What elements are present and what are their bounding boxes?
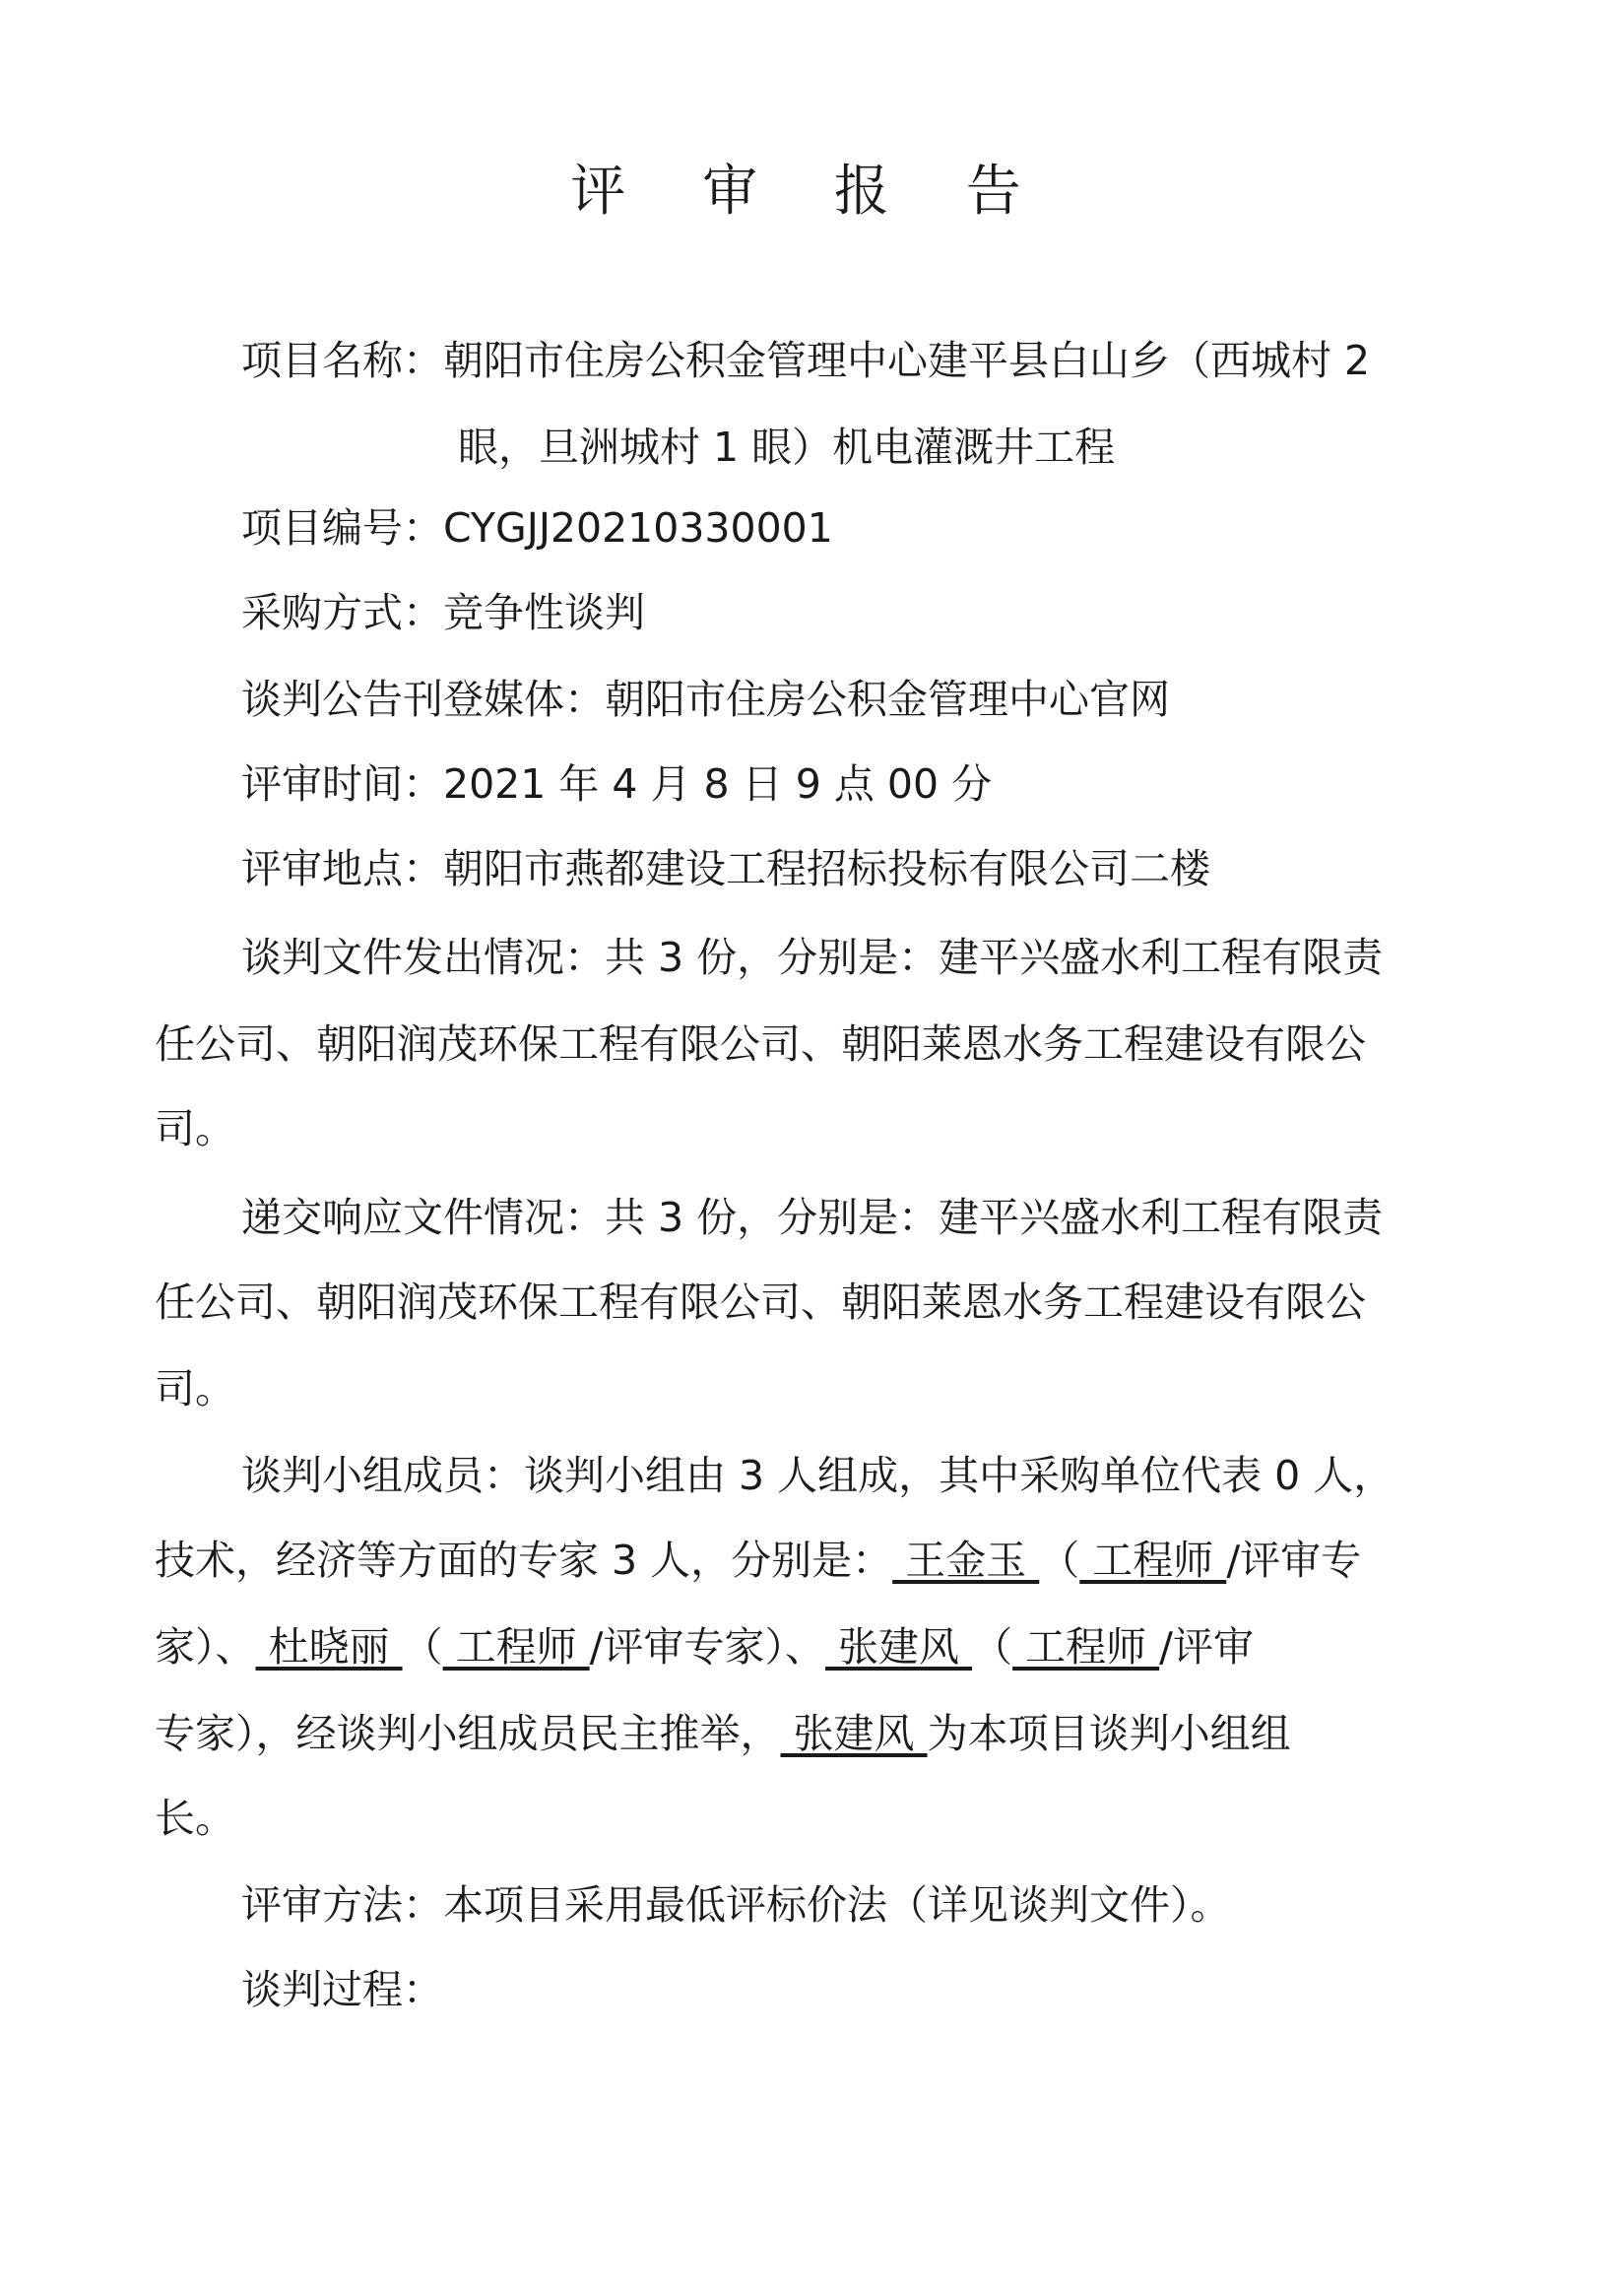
panel-line2-text: 技术，经济等方面的专家 3 人，分别是： [155,1537,893,1584]
purchase-method-line [241,583,645,642]
paren-open: （ [1039,1537,1080,1584]
project-no-value: CYGJJ20210330001 [443,504,833,552]
review-place-line [241,839,1210,898]
submitted-docs-line3: 司。 [155,1365,235,1412]
submitted-docs-line1: 递交响应文件情况：共 3 份，分别是：建平兴盛水利工程有限责 [241,1194,1384,1241]
member-title-3: 工程师 [1012,1623,1160,1671]
review-method-line [241,1875,1231,1935]
project-name-line1 [241,331,1370,390]
review-time-label: 评审时间： [241,760,443,808]
project-name-value: 朝阳市住房公积金管理中心建平县白山乡（西城村 2 [443,337,1371,384]
review-time-value: 2021 年 4 月 8 日 9 点 00 分 [443,760,993,808]
panel-line1: 谈判小组成员：谈判小组由 3 人组成，其中采购单位代表 0 人， [241,1452,1394,1499]
issued-docs-line2: 任公司、朝阳润茂环保工程有限公司、朝阳莱恩水务工程建设有限公 [155,1020,1366,1068]
member-title-1: 工程师 [1079,1537,1227,1584]
process-label: 谈判过程： [241,1966,443,2013]
panel-line5: 长。 [155,1795,235,1842]
paren-open: （ [402,1623,443,1671]
panel-line3-mid: /评审专家）、 [589,1623,825,1671]
panel-line2 [155,1531,1361,1590]
report-title: 评 审 报 告 [570,160,1051,224]
panel-line4 [155,1704,1291,1763]
media-line [241,670,1170,729]
panel-line3-text: 家）、 [155,1623,256,1671]
member-title-2: 工程师 [442,1623,590,1671]
panel-line2-tail: /评审专 [1226,1537,1362,1584]
review-time-line [241,754,992,814]
paren-open: （ [972,1623,1013,1671]
project-name-line2: 眼，旦洲城村 1 眼）机电灌溉井工程 [458,424,1116,471]
project-name-label: 项目名称： [241,337,443,384]
issued-docs-line3: 司。 [155,1105,235,1152]
panel-line4-tail: 为本项目谈判小组组 [927,1710,1291,1757]
member-name-1: 王金玉 [892,1537,1040,1584]
purchase-method-label: 采购方式： [241,589,443,636]
review-place-label: 评审地点： [241,845,443,892]
panel-line3-tail: /评审 [1159,1623,1254,1671]
team-leader-name: 张建风 [780,1710,928,1757]
review-method-label: 评审方法： [241,1881,443,1929]
review-place-value: 朝阳市燕都建设工程招标投标有限公司二楼 [443,845,1210,892]
member-name-3: 张建风 [824,1623,973,1671]
project-no-line [241,498,833,558]
panel-line4-text: 专家），经谈判小组成员民主推举， [155,1710,781,1757]
review-method-value: 本项目采用最低评标价法（详见谈判文件）。 [443,1881,1231,1929]
panel-line3 [155,1617,1254,1676]
member-name-2: 杜晓丽 [255,1623,403,1671]
submitted-docs-line2: 任公司、朝阳润茂环保工程有限公司、朝阳莱恩水务工程建设有限公 [155,1279,1366,1326]
project-no-label: 项目编号： [241,504,443,552]
purchase-method-value: 竞争性谈判 [443,589,645,636]
media-value: 朝阳市住房公积金管理中心官网 [605,676,1170,723]
issued-docs-line1: 谈判文件发出情况：共 3 份，分别是：建平兴盛水利工程有限责 [241,934,1384,981]
media-label: 谈判公告刊登媒体： [241,676,605,723]
